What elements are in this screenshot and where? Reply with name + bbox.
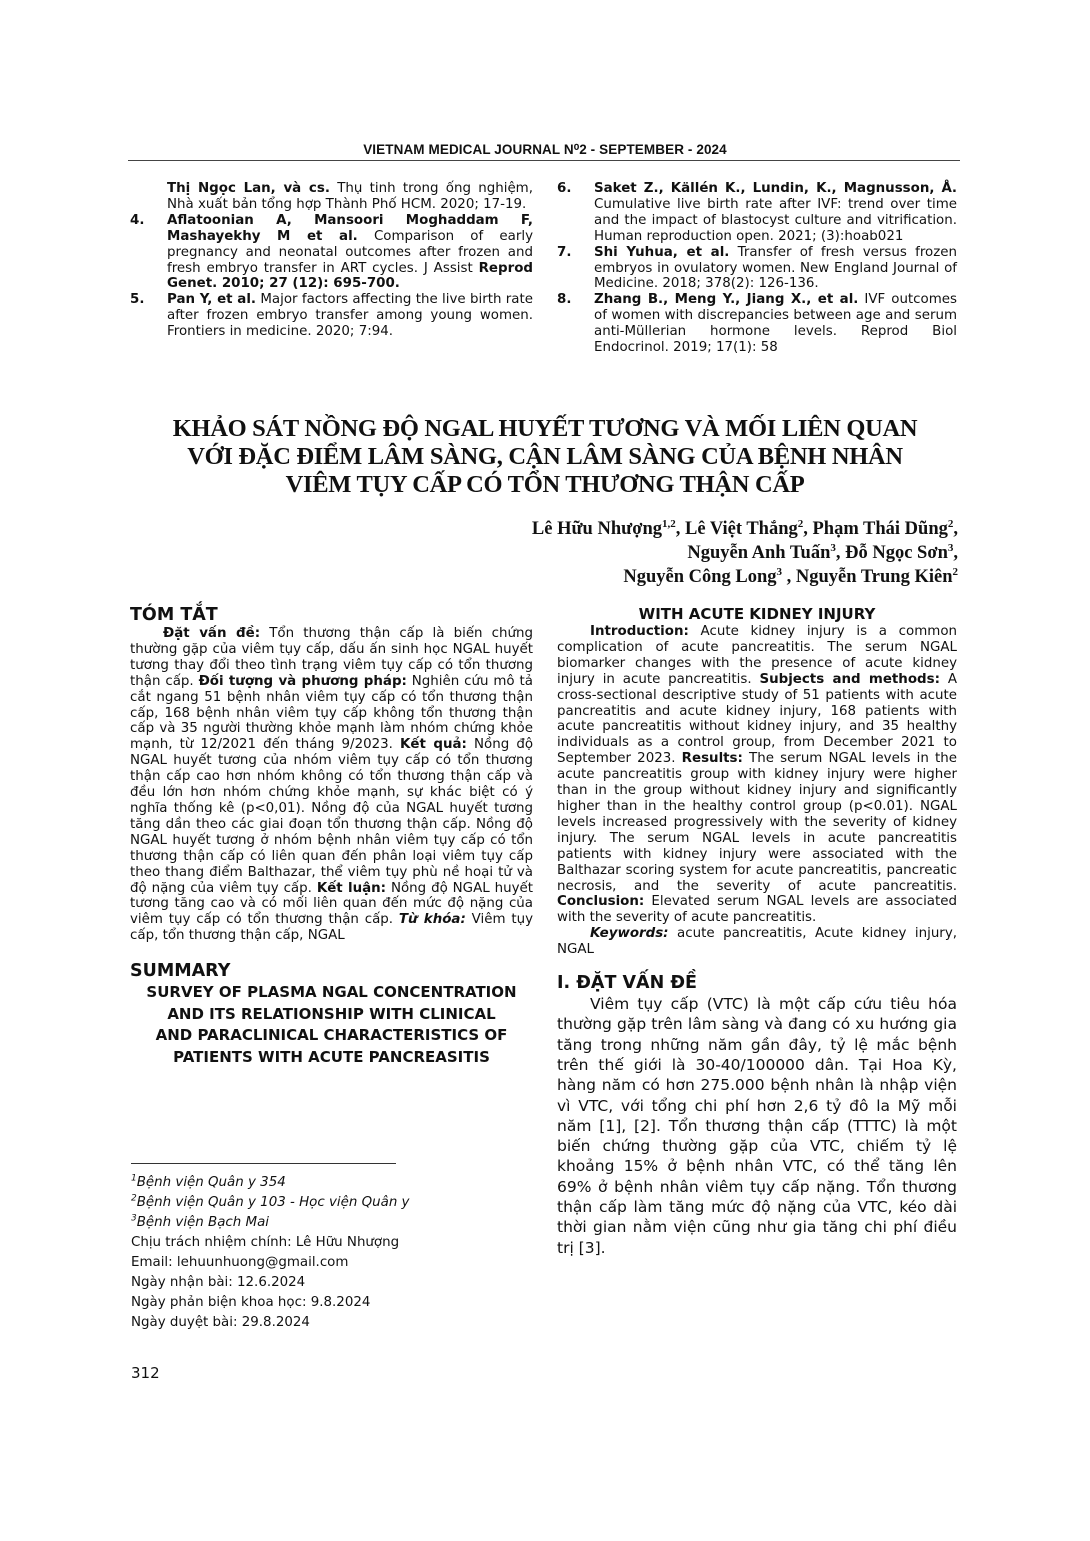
reference-text: Major factors affecting the live birth rate after frozen embryo transfer among young women. Frontiers in medicine. 2020; 7:94.: [167, 292, 533, 340]
abstract-text: Tổn thương thận cấp là biến chứng thường gặp của viêm tụy cấp, dấu ấn sinh học NGAL huyết tương thay đổi theo tình trạng viêm tụy cấp có tổn thương thận cấp.: [130, 626, 534, 689]
reference-item: [130, 292, 533, 340]
summary-title-line: PATIENTS WITH ACUTE PANCREASITIS: [173, 1047, 490, 1066]
reference-number: 8.: [557, 292, 572, 308]
article-title: [150, 415, 940, 499]
affiliation-mark: 3: [131, 1213, 137, 1224]
abstract-vietnamese: [130, 604, 533, 1068]
reference-number: 5.: [130, 292, 145, 308]
corresponding-author: Chịu trách nhiệm chính: Lê Hữu Nhượng: [131, 1235, 400, 1250]
affiliation-mark: 2: [952, 565, 958, 578]
summary-title-line: AND PARACLINICAL CHARACTERISTICS OF: [155, 1026, 508, 1045]
reference-number: 4.: [130, 212, 145, 228]
affiliation-mark: 1: [131, 1173, 137, 1184]
affiliation-mark: 2: [797, 517, 804, 530]
summary-body: [557, 624, 957, 926]
reference-source: Reprod Genet. 2010; 27 (12): 695-700.: [167, 260, 533, 292]
header-rule: [128, 160, 960, 161]
label-methods: Đối tượng và phương pháp:: [198, 673, 407, 689]
reference-authors: Aflatoonian A, Mansoori Moghaddam F, Mashayekhy M et al.: [167, 212, 533, 244]
journal-header: VIETNAM MEDICAL JOURNAL N⁰2 - SEPTEMBER - 2024: [363, 142, 727, 157]
abstract-text: Nghiên cứu mô tả cắt ngang 51 bệnh nhân viêm tụy cấp có tổn thương thận cấp, 168 bệnh nhân viêm tụy cấp không tổn thương thận cấp và 35 người thường khỏe mạnh làm nhóm chứng khỏe mạnh, từ 12/2021 đến tháng 9/2023.: [130, 673, 533, 753]
reference-text: Cumulative live birth rate after IVF: trend over time and the impact of blastocyst culture and vitrification. Human reproduction open. 2021; (3):hoab021: [594, 196, 957, 244]
summary-title-line: AND ITS RELATIONSHIP WITH CLINICAL: [167, 1004, 496, 1023]
abstract-text: Nồng độ NGAL huyết tương tăng cao và có mối liên quan đến mức độ nặng của viêm tụy cấp có tổn thương thận cấp.: [130, 880, 533, 928]
page-number: 312: [131, 1364, 160, 1382]
title-line: KHẢO SÁT NỒNG ĐỘ NGAL HUYẾT TƯƠNG VÀ MỐI LIÊN QUAN: [172, 415, 918, 442]
reference-text: IVF outcomes of women with discrepancies between age and serum anti-Müllerian hormone levels. Reprod Biol Endocrinol. 2019; 17(1): 58: [594, 292, 957, 356]
footnotes: [131, 1173, 531, 1333]
summary-keywords: [557, 926, 957, 958]
keywords-text: acute pancreatitis, Acute kidney injury, NGAL: [557, 926, 957, 958]
label-background: Đặt vấn đề:: [163, 626, 261, 641]
affiliation: Bệnh viện Quân y 354: [136, 1175, 286, 1190]
label-results: Kết quả:: [400, 737, 467, 753]
author-name: Lê Hữu Nhượng: [531, 519, 663, 539]
abstract-english: [557, 604, 957, 1258]
affiliation: Bệnh viện Quân y 103 - Học viện Quân y: [136, 1195, 410, 1210]
reference-text: Comparison of early pregnancy and neonatal outcomes after frozen and fresh embryo transfer in ART cycles. J Assist: [167, 228, 533, 276]
affiliation-mark: 1,2: [662, 517, 676, 530]
reference-authors: Pan Y, et al.: [167, 292, 257, 308]
abstract-heading: TÓM TẮT: [130, 605, 218, 625]
reference-text: Transfer of fresh versus frozen embryos in ovulatory women. New England Journal of Medicine. 2018; 378(2): 126-136.: [594, 244, 957, 292]
separator: ,: [953, 519, 958, 539]
abstract-body: [130, 626, 533, 944]
reference-text: Thụ tinh trong ống nghiệm, Nhà xuất bản tổng hợp Thành Phố HCM. 2020; 17-19.: [167, 181, 533, 212]
reference-number: 6.: [557, 181, 572, 196]
summary-text: Elevated serum NGAL levels are associated with the severity of acute pancreatitis.: [557, 894, 957, 926]
summary-text: A cross-sectional descriptive study of 51 patients with acute pancreatitis and acute kidney injury, 168 patients with acute pancreatitis without kidney injury, and 35 healthy individuals as a control group, from December 2021 to September 2023.: [557, 671, 957, 767]
footnote-rule: [131, 1163, 396, 1164]
label-introduction: Introduction:: [590, 624, 689, 639]
label-subjects-methods: Subjects and methods:: [759, 671, 940, 687]
reference-authors: Shi Yuhua, et al.: [594, 244, 730, 260]
author-name: Nguyễn Trung Kiên: [795, 567, 953, 587]
date-reviewed: Ngày phản biện khoa học: 9.8.2024: [131, 1295, 371, 1310]
reference-item: [130, 181, 533, 213]
title-line: VIÊM TỤY CẤP CÓ TỔN THƯƠNG THẬN CẤP: [285, 471, 805, 498]
label-keywords: Keywords:: [590, 926, 669, 942]
label-results: Results:: [681, 751, 743, 767]
section-body: Viêm tụy cấp (VTC) là một cấp cứu tiêu hóa thường gặp trên lâm sàng và đang có xu hướng gia tăng trong những năm gần đây, tỷ lệ mắc bệnh trên thế giới là 30-40/100000 dân. Tại Hoa Kỳ, hàng năm có hơn 275.000 bệnh nhân là nhập viện vì VTC, với tổng chi phí hơn 2,6 tỷ đô la Mỹ mỗi năm [1], [2]. Tổn thương thận cấp (TTTC) là một biến chứng thường gặp của VTC, chiếm tỷ lệ khoảng 15% ở bệnh nhân VTC, có thể tăng lên 69% ở bệnh nhân viêm tụy cấp nặng. Tổn thương thận cấp làm tăng mức độ nặng của VTC, kéo dài thời gian nằm viện cũng như gia tăng chi phí điều trị [3].: [557, 995, 957, 1257]
author-name: Đỗ Ngọc Sơn: [845, 543, 948, 563]
affiliation: Bệnh viện Bạch Mai: [136, 1215, 269, 1230]
separator: ,: [953, 543, 958, 563]
author-name: Phạm Thái Dũng: [812, 519, 948, 539]
reference-authors: Thị Ngọc Lan, và cs.: [167, 181, 330, 196]
affiliation-mark: 2: [947, 517, 954, 530]
reference-item: [557, 292, 957, 356]
affiliation-mark: 3: [947, 541, 954, 554]
author-name: Nguyễn Công Long: [623, 567, 777, 587]
title-line: VỚI ĐẶC ĐIỂM LÂM SÀNG, CẬN LÂM SÀNG CỦA BỆNH NHÂN: [187, 443, 903, 470]
summary-text: Acute kidney injury is a common complication of acute pancreatitis. The serum NGAL biomarker changes with the presence of acute kidney injury in acute pancreatitis.: [557, 624, 957, 687]
summary-title: [130, 982, 533, 1068]
reference-number: 7.: [557, 244, 572, 260]
date-accepted: Ngày duyệt bài: 29.8.2024: [131, 1315, 310, 1330]
summary-title-line: WITH ACUTE KIDNEY INJURY: [638, 605, 876, 623]
separator: ,: [835, 543, 846, 563]
section-heading: I. ĐẶT VẤN ĐỀ: [557, 973, 697, 994]
reference-item: [557, 245, 957, 293]
summary-heading: SUMMARY: [130, 961, 231, 982]
separator: ,: [803, 519, 813, 539]
label-keywords: Từ khóa:: [398, 912, 466, 928]
label-conclusion: Kết luận:: [316, 880, 387, 896]
affiliation-mark: 3: [776, 565, 783, 578]
summary-text: The serum NGAL levels in the acute pancreatitis group with kidney injury were higher than in the group without kidney injury and significantly higher than in the healthy control group (p<0.01). NGAL levels increased progressively with the severity of kidney injury. The serum NGAL levels in acute pancreatitis patients with kidney injury were associated with the Balthazar scoring system for acute pancreatitis, pancreatic necrosis, and the severity of acute pancreatitis.: [557, 751, 957, 894]
author-name: Lê Việt Thắng: [685, 519, 798, 539]
summary-title-line: SURVEY OF PLASMA NGAL CONCENTRATION: [146, 983, 517, 1002]
reference-authors: Saket Z., Källén K., Lundin, K., Magnusson, Å.: [594, 181, 957, 196]
keywords-text: Viêm tụy cấp, tổn thương thận cấp, NGAL: [130, 912, 534, 944]
reference-item: [130, 213, 533, 293]
references-left: [130, 181, 533, 340]
separator: ,: [675, 519, 686, 539]
email: Email: lehuunhuong@gmail.com: [131, 1255, 349, 1270]
references-right: [557, 181, 957, 356]
label-conclusion: Conclusion:: [557, 894, 645, 910]
abstract-text: Nồng độ NGAL huyết tương của nhóm viêm tụy cấp có tổn thương thận cấp cao hơn nhóm không có tổn thương thận cấp và đều lớn hơn nhóm chứng khỏe mạnh, sự khác biệt có ý nghĩa thống kê (p<0,01). Nồng độ của NGAL huyết tương tăng dần theo các giai đoạn tổn thương thận cấp. Nồng độ NGAL huyết tương ở nhóm bệnh nhân viêm tụy cấp có tổn thương thận cấp có liên quan đến phân loại viêm tụy cấp theo thang điểm Balthazar, thể viêm tụy phù nề hoại tử và độ nặng của viêm tụy cấp.: [130, 737, 534, 896]
author-list: [258, 517, 958, 589]
affiliation-mark: 2: [131, 1193, 137, 1204]
reference-item: [557, 181, 957, 245]
date-received: Ngày nhận bài: 12.6.2024: [131, 1275, 306, 1290]
author-name: Nguyễn Anh Tuấn: [687, 543, 831, 563]
affiliation-mark: 3: [830, 541, 836, 554]
reference-authors: Zhang B., Meng Y., Jiang X., et al.: [594, 292, 859, 308]
separator: ,: [782, 567, 796, 587]
